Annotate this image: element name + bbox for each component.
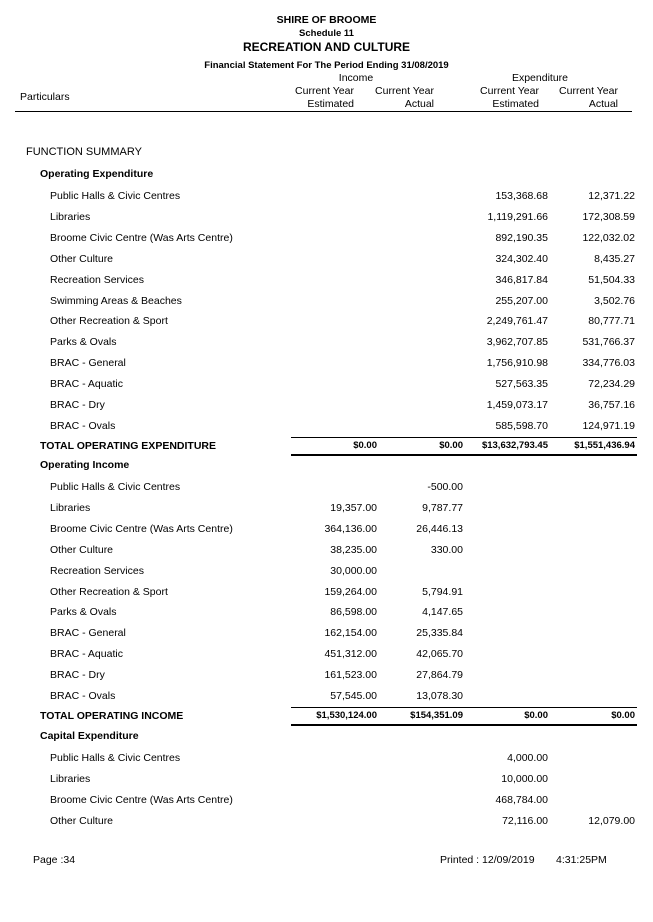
expenditure-group-heading: Expenditure	[511, 72, 569, 84]
cell-inc-act: 42,065.70	[416, 648, 463, 661]
cell-inc-act: 26,446.13	[416, 522, 463, 535]
total-underline	[291, 724, 379, 726]
particulars-heading: Particulars	[20, 91, 70, 103]
cell-exp-est: 346,817.84	[495, 273, 548, 286]
row-label: Libraries	[50, 772, 91, 785]
row-label: Recreation Services	[50, 564, 144, 577]
cell-exp-act: 124,971.19	[582, 419, 635, 432]
row-label: Swimming Areas & Beaches	[50, 294, 182, 307]
cell-exp-act: 3,502.76	[594, 294, 635, 307]
row-label: Other Culture	[50, 252, 114, 265]
cell-inc-act: 25,335.84	[416, 627, 463, 640]
cell-exp-est: 585,598.70	[495, 419, 548, 432]
total-underline	[291, 454, 379, 456]
cell-exp-est: 72,116.00	[502, 814, 548, 827]
total-inc-act: $0.00	[439, 439, 463, 451]
cell-inc-est: 159,264.00	[324, 585, 377, 598]
cell-exp-est: 1,459,073.17	[486, 399, 548, 411]
report-subtitle: Financial Statement For The Period Ending 31/08/2019	[204, 60, 449, 71]
row-label: Broome Civic Centre (Was Arts Centre)	[50, 522, 233, 535]
cell-exp-est: 468,784.00	[495, 793, 548, 806]
row-label: BRAC - General	[50, 627, 126, 640]
cell-inc-act: 9,787.77	[422, 501, 463, 514]
printed-date: Printed : 12/09/2019	[440, 854, 535, 866]
total-rule	[549, 437, 637, 438]
income-actual-heading: Current Year Actual	[375, 85, 434, 110]
cell-inc-est: 451,312.00	[324, 648, 377, 661]
row-label: Other Recreation & Sport	[50, 585, 168, 598]
cell-exp-est: 255,207.00	[495, 294, 548, 307]
cell-exp-act: 172,308.59	[582, 210, 635, 223]
cell-exp-act: 72,234.29	[588, 378, 635, 391]
cell-inc-est: 38,235.00	[330, 543, 377, 556]
row-label: BRAC - General	[50, 357, 126, 370]
row-label: Public Halls & Civic Centres	[50, 481, 181, 493]
org-name: SHIRE OF BROOME	[276, 14, 377, 26]
row-label: Broome Civic Centre (Was Arts Centre)	[50, 231, 233, 244]
expenditure-actual-heading: Current Year Actual	[559, 85, 618, 110]
row-label: BRAC - Aquatic	[50, 648, 123, 661]
cell-inc-est: 57,545.00	[330, 690, 377, 702]
printed-time: 4:31:25PM	[556, 854, 607, 866]
cell-exp-est: 1,756,910.98	[486, 357, 548, 370]
total-inc-act: $154,351.09	[410, 709, 463, 721]
total-rule	[291, 707, 379, 708]
cell-inc-act: 13,078.30	[416, 690, 463, 702]
section-title: Capital Expenditure	[40, 730, 139, 742]
section-title: Operating Expenditure	[40, 168, 154, 180]
report-title: RECREATION AND CULTURE	[242, 40, 411, 54]
cell-exp-est: 3,962,707.85	[486, 336, 548, 349]
row-label: BRAC - Ovals	[50, 690, 116, 702]
total-underline	[462, 724, 550, 726]
row-label: Public Halls & Civic Centres	[50, 752, 181, 764]
cell-inc-est: 161,523.00	[324, 669, 377, 682]
cell-inc-act: -500.00	[427, 481, 463, 493]
row-label: Public Halls & Civic Centres	[50, 190, 181, 202]
cell-exp-est: 324,302.40	[495, 252, 548, 265]
row-label: Recreation Services	[50, 273, 144, 286]
expenditure-estimated-heading: Current Year Estimated	[480, 85, 539, 110]
total-exp-est: $13,632,793.45	[481, 439, 548, 451]
cell-exp-act: 51,504.33	[588, 273, 635, 286]
cell-exp-est: 527,563.35	[495, 378, 548, 391]
total-exp-est: $0.00	[524, 709, 548, 721]
cell-inc-est: 162,154.00	[324, 627, 377, 640]
row-label: BRAC - Dry	[50, 669, 105, 682]
total-underline	[549, 454, 637, 456]
total-exp-act: $0.00	[611, 709, 635, 721]
row-label: Parks & Ovals	[50, 336, 117, 349]
cell-inc-est: 19,357.00	[330, 501, 377, 514]
total-label: TOTAL OPERATING INCOME	[40, 709, 184, 722]
cell-exp-act: 8,435.27	[594, 252, 635, 265]
section-title: Operating Income	[40, 459, 130, 471]
cell-exp-est: 2,249,761.47	[486, 315, 548, 328]
row-label: BRAC - Ovals	[50, 419, 116, 432]
cell-exp-act: 531,766.37	[582, 336, 635, 349]
cell-exp-act: 122,032.02	[582, 231, 635, 244]
total-underline	[549, 724, 637, 726]
cell-inc-act: 5,794.91	[422, 585, 463, 598]
cell-exp-act: 334,776.03	[582, 357, 635, 370]
income-group-heading: Income	[338, 72, 374, 84]
row-label: Broome Civic Centre (Was Arts Centre)	[50, 793, 233, 806]
total-rule	[291, 437, 379, 438]
cell-inc-act: 330.00	[430, 543, 463, 556]
function-summary-heading: FUNCTION SUMMARY	[26, 146, 142, 158]
total-underline	[377, 724, 465, 726]
total-rule	[462, 707, 550, 708]
total-inc-est: $0.00	[353, 439, 377, 451]
header-rule	[15, 111, 632, 112]
cell-exp-est: 4,000.00	[507, 752, 548, 764]
row-label: Parks & Ovals	[50, 606, 117, 619]
row-label: BRAC - Aquatic	[50, 378, 123, 391]
cell-inc-act: 27,864.79	[416, 669, 463, 682]
cell-exp-est: 1,119,291.66	[487, 210, 548, 223]
total-rule	[462, 437, 550, 438]
cell-inc-est: 364,136.00	[324, 522, 377, 535]
row-label: Other Recreation & Sport	[50, 315, 168, 328]
schedule-label: Schedule 11	[299, 28, 354, 39]
cell-exp-est: 892,190.35	[495, 231, 548, 244]
total-inc-est: $1,530,124.00	[316, 709, 377, 721]
row-label: Other Culture	[50, 543, 114, 556]
cell-exp-est: 153,368.68	[495, 190, 548, 202]
row-label: Other Culture	[50, 814, 114, 827]
cell-exp-act: 80,777.71	[588, 315, 635, 328]
row-label: BRAC - Dry	[50, 399, 105, 411]
total-underline	[462, 454, 550, 456]
cell-exp-act: 12,371.22	[588, 190, 635, 202]
total-underline	[377, 454, 465, 456]
total-rule	[377, 707, 465, 708]
row-label: Libraries	[50, 501, 91, 514]
total-rule	[377, 437, 465, 438]
income-estimated-heading: Current Year Estimated	[295, 85, 354, 110]
cell-exp-act: 36,757.16	[588, 399, 635, 411]
cell-inc-est: 30,000.00	[330, 564, 377, 577]
row-label: Libraries	[50, 210, 91, 223]
cell-exp-est: 10,000.00	[501, 772, 548, 785]
cell-inc-est: 86,598.00	[330, 606, 377, 619]
page-number: Page :34	[33, 854, 76, 866]
total-label: TOTAL OPERATING EXPENDITURE	[40, 439, 216, 452]
total-exp-act: $1,551,436.94	[574, 439, 635, 451]
cell-exp-act: 12,079.00	[588, 814, 635, 827]
cell-inc-act: 4,147.65	[422, 606, 463, 619]
total-rule	[549, 707, 637, 708]
